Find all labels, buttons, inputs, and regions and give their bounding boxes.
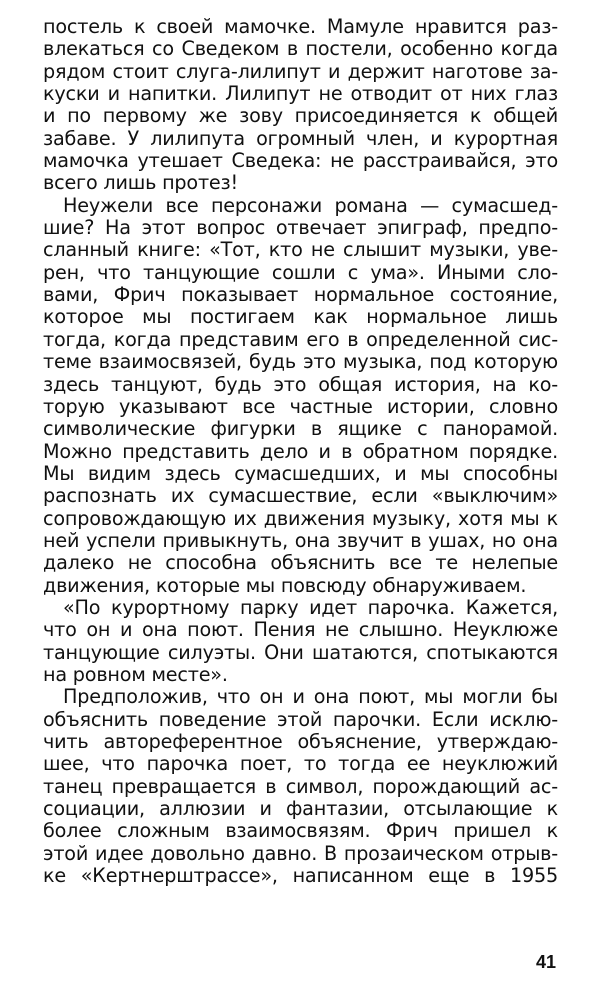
text-line: рен, что танцующие сошли с ума». Иными сло-: [43, 260, 558, 284]
text-line: мамочка утешает Сведека: не расстраивайся, это: [43, 149, 558, 173]
text-line: шее, что парочка поет, то тогда ее неуклюжий: [43, 752, 558, 776]
text-line: чить автореферентное объяснение, утверждаю-: [43, 730, 558, 753]
page-body: [43, 16, 558, 887]
text-line: «По курортному парку идет парочка. Кажется,: [63, 595, 558, 619]
paragraph: [43, 16, 558, 195]
text-line: Можно представить дело и в обратном порядке.: [43, 439, 558, 463]
text-line: движения, которые мы повсюду обнаруживаем.: [43, 573, 527, 597]
text-line: на ровном месте».: [43, 662, 228, 686]
text-line: влекаться со Сведеком в постели, особенно когда: [43, 37, 558, 61]
text-line: здесь танцуют, будь это общая история, на ко-: [43, 372, 558, 396]
paragraph: [43, 597, 558, 686]
text-line: символические фигурки в ящике с панорамой.: [43, 417, 558, 441]
text-line: вами, Фрич показывает нормальное состояние,: [43, 283, 558, 307]
text-line: теме взаимосвязей, будь это музыка, под которую: [43, 350, 558, 374]
text-line: всего лишь протез!: [43, 171, 239, 195]
text-line: распознать их сумасшествие, если «выключим»: [43, 484, 558, 508]
text-line: танец превращается в символ, порождающий ас-: [43, 774, 558, 798]
text-line: Мы видим здесь сумасшедших, и мы способны: [43, 461, 558, 485]
text-line: рядом стоит слуга-лилипут и держит наготове за-: [43, 59, 558, 83]
text-line: куски и напитки. Лилипут не отводит от них глаз: [43, 82, 558, 106]
text-line: Предположив, что он и она поют, мы могли бы: [63, 685, 558, 709]
text-line: забаве. У лилипута огромный член, и курортная: [43, 126, 558, 150]
text-line: этой идее довольно давно. В прозаическом отрыв-: [43, 841, 558, 865]
text-line: Неужели все персонажи романа — сумасшед-: [63, 193, 558, 217]
text-line: более сложным взаимосвязям. Фрич пришел к: [43, 819, 558, 843]
text-line: далеко не способна объяснить все те нелепые: [43, 551, 558, 575]
paragraph: [43, 686, 558, 887]
text-line: ке «Кертнерштрассе», написанном еще в 1955: [43, 864, 558, 888]
text-line: торую указывают все частные истории, словно: [43, 394, 558, 418]
page-number: 41: [535, 952, 556, 972]
text-line: объяснить поведение этой парочки. Если исклю-: [43, 707, 558, 731]
text-line: и по первому же зову присоединяется к общей: [43, 104, 558, 128]
text-line: социации, аллюзии и фантазии, отсылающие к: [43, 797, 558, 821]
text-line: шие? На этот вопрос отвечает эпиграф, предпо-: [43, 216, 558, 240]
paragraph: [43, 195, 558, 597]
text-line: танцующие силуэты. Они шатаются, спотыкаются: [43, 640, 558, 664]
text-line: ней успели привыкнуть, она звучит в ушах, но она: [43, 528, 558, 552]
text-line: сланный книге: «Тот, кто не слышит музыки, уве-: [43, 238, 558, 262]
text-line: что он и она поют. Пения не слышно. Неуклюже: [43, 618, 558, 642]
text-line: тогда, когда представим его в определенной сис-: [43, 327, 558, 351]
text-line: постель к своей мамочке. Мамуле нравится раз-: [43, 15, 558, 38]
text-line: которое мы постигаем как нормальное лишь: [43, 305, 558, 329]
text-line: сопровождающую их движения музыку, хотя мы к: [43, 506, 558, 530]
